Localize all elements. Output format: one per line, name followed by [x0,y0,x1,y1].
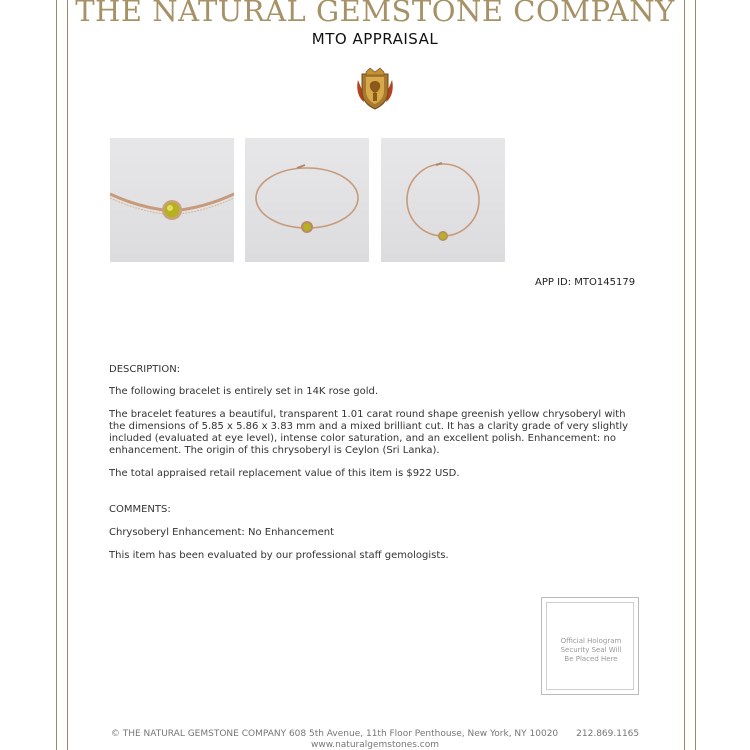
description-heading: DESCRIPTION: [109,364,181,375]
comments-paragraph-2: This item has been evaluated by our professional staff gemologists. [109,550,449,561]
footer-website: www.naturalgemstones.com [310,740,440,750]
document-title: MTO APPRAISAL [311,30,439,48]
photo-placeholder-empty [516,138,640,262]
company-name: THE NATURAL GEMSTONE COMPANY [75,0,675,28]
comments-paragraph-1: Chrysoberyl Enhancement: No Enhancement [109,527,335,538]
bracelet-photo-closeup [110,138,234,262]
hologram-seal-text: Official Hologram Security Seal Will Be Placed Here [560,637,622,663]
app-id: APP ID: MTO145179 [535,277,636,288]
hologram-seal-inner [546,602,634,690]
bracelet-photo-front [245,138,369,262]
description-paragraph-3: The total appraised retail replacement value of this item is $922 USD. [109,468,460,479]
company-crest-icon [354,66,396,112]
footer-address-line [0,729,750,739]
description-paragraph-2: The bracelet features a beautiful, transparent 1.01 carat round shape greenish yellow chrysoberyl with the dimensions of 5.85 x 5.86 x 3.83 mm and a mixed brilliant cut. It has a clarity grade of very slightly included (evaluated at eye level), intense color saturation, and an excellent polish. Enhancement: no enhancement. The origin of this chrysoberyl is Ceylon (Sri Lanka). [109,409,629,456]
hologram-seal-placeholder [541,597,639,695]
footer-copyright: © THE NATURAL GEMSTONE COMPANY 608 5th Avenue, 11th Floor Penthouse, New York, NY 10020 [110,729,559,739]
bracelet-photo-top [381,138,505,262]
description-paragraph-1: The following bracelet is entirely set in 14K rose gold. [109,386,378,397]
comments-heading: COMMENTS: [109,504,171,515]
footer-phone: 212.869.1165 [576,729,640,739]
